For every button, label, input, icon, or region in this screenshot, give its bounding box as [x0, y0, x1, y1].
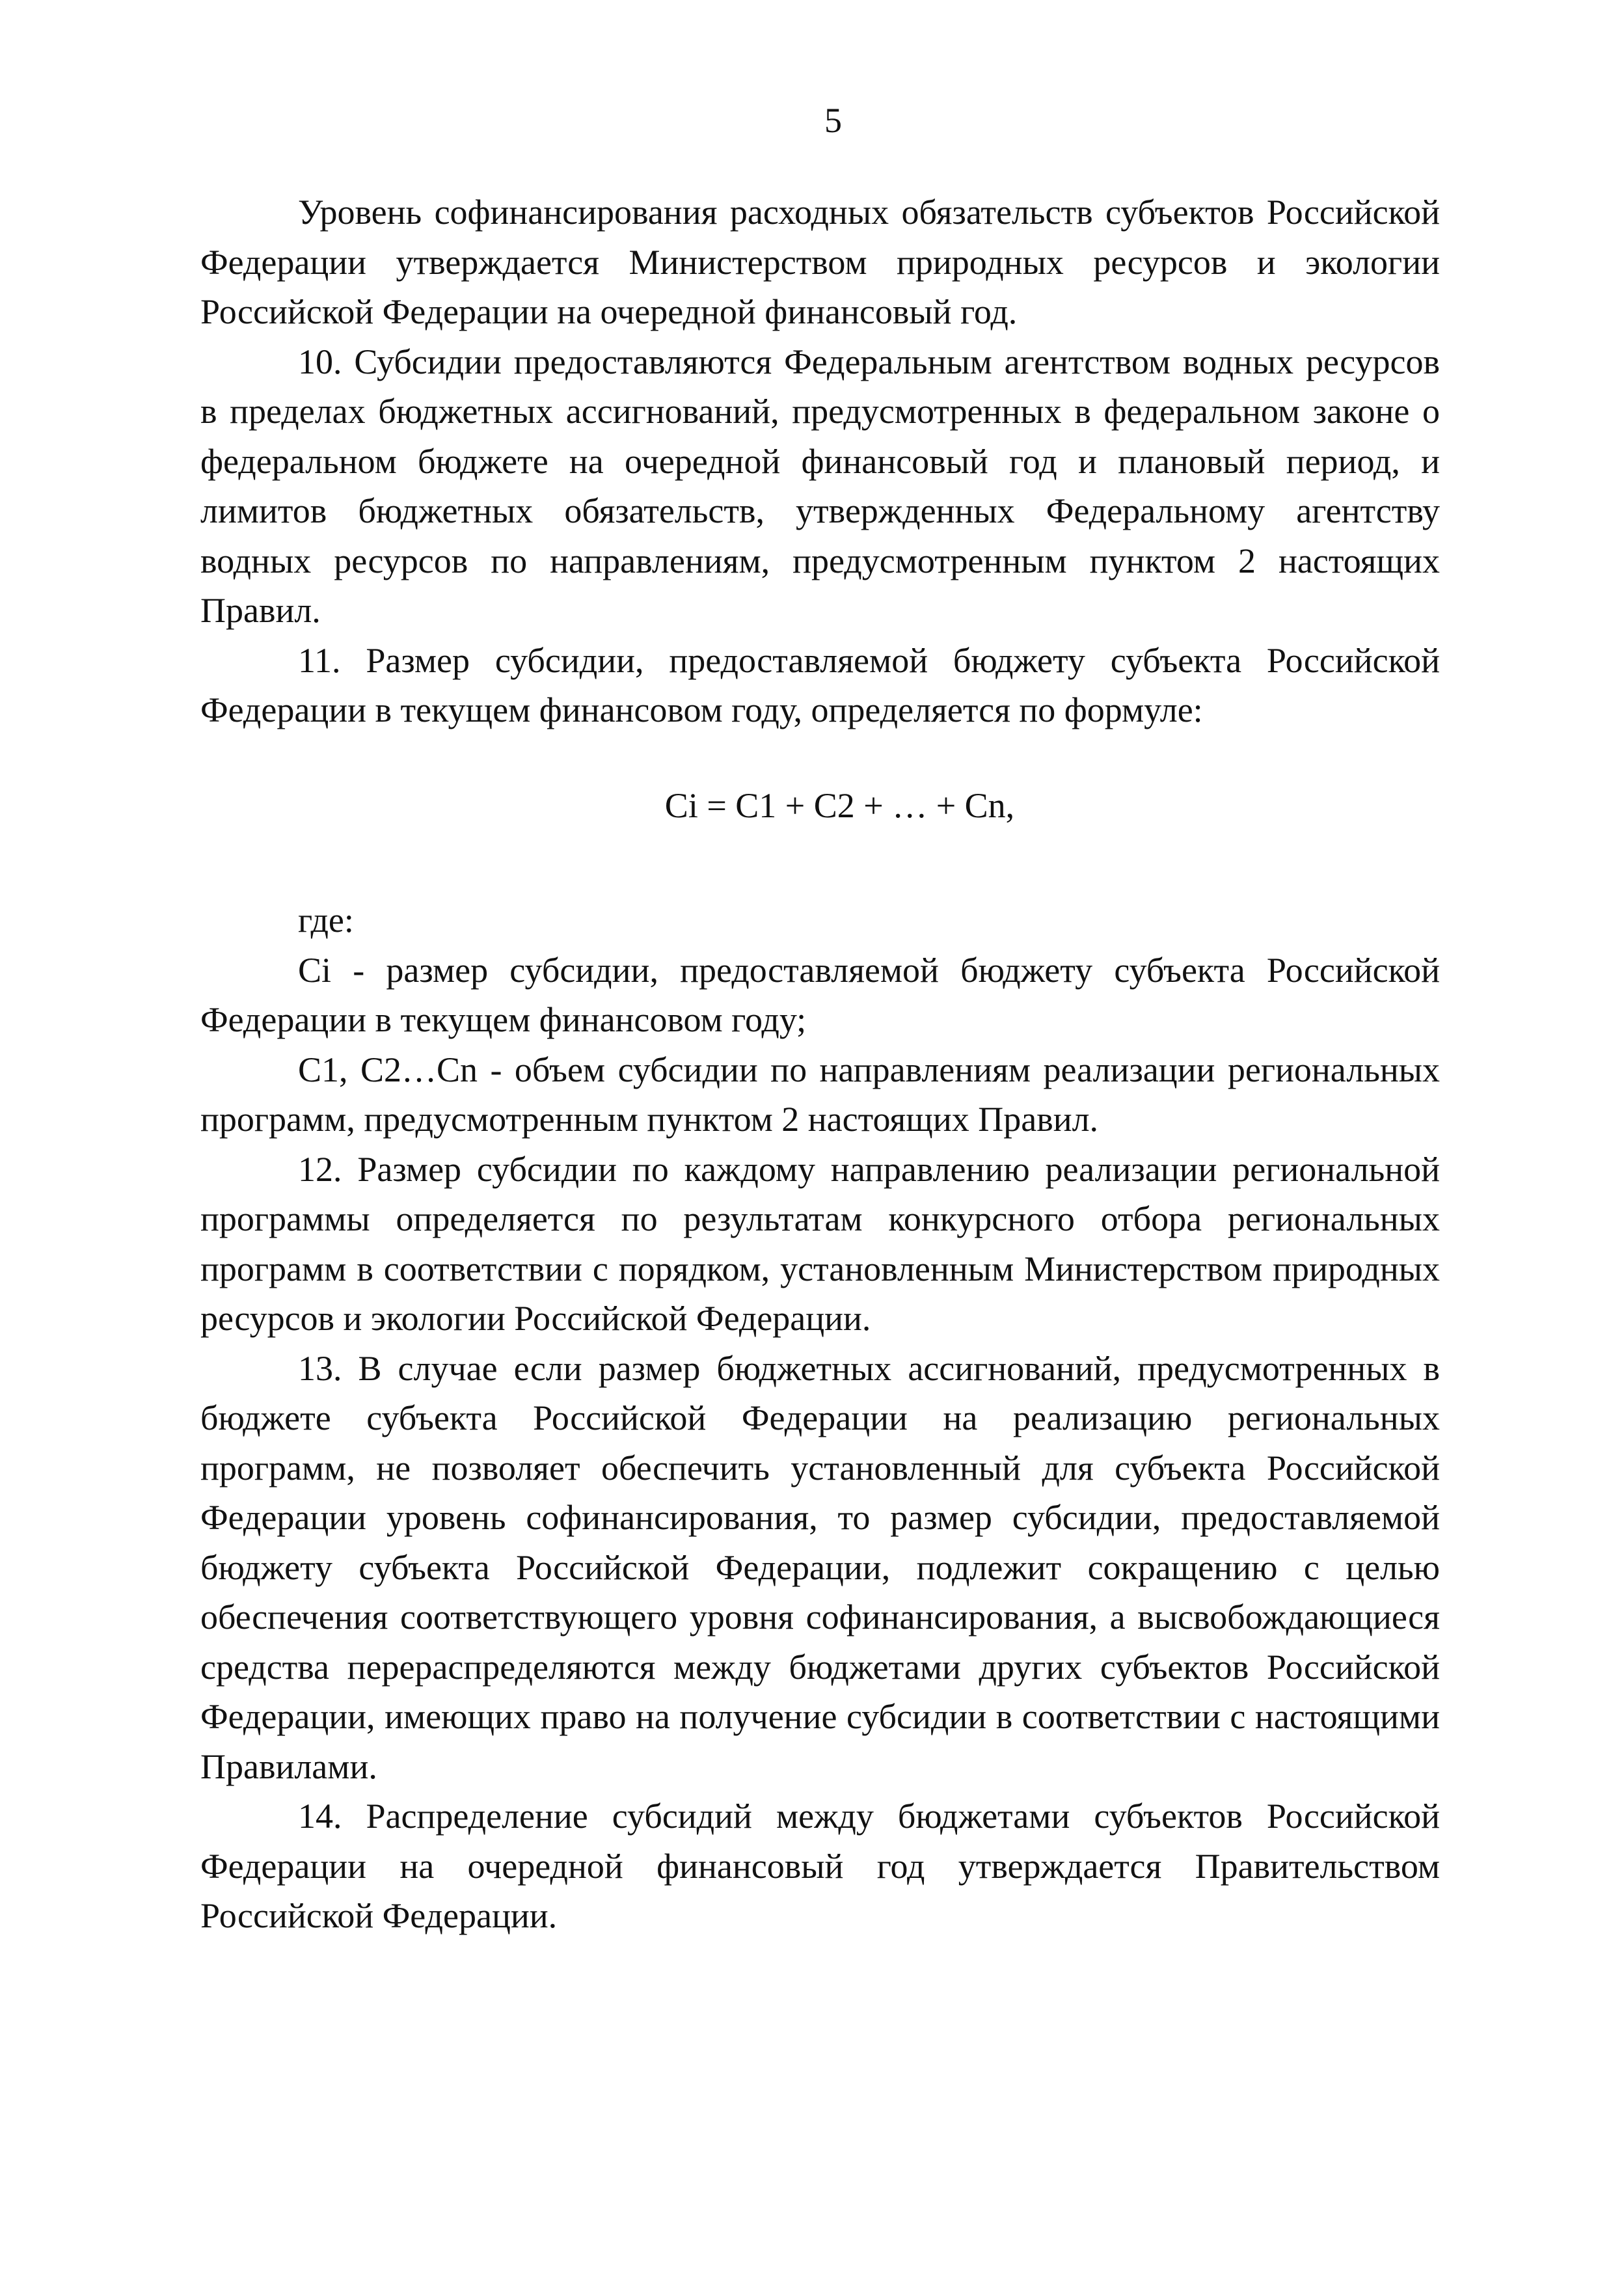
definition-ci: Ci - размер субсидии, предоставляемой бюджету субъекта Российской Федерации в текущем финансовом году;	[200, 950, 1440, 1039]
paragraph-cofinancing-level: Уровень софинансирования расходных обязательств субъектов Российской Федерации утверждается Министерством природных ресурсов и экологии Российской Федерации на очередной финансовый год.	[200, 193, 1440, 331]
paragraph-item-14: 14. Распределение субсидий между бюджетами субъектов Российской Федерации на очередной финансовый год утверждается Правительством Российской Федерации.	[200, 1797, 1440, 1935]
document-page	[200, 98, 1440, 1941]
paragraph-item-10: 10. Субсидии предоставляются Федеральным агентством водных ресурсов в пределах бюджетных ассигнований, предусмотренных в федеральном законе о федеральном бюджете на очередной финансовый год и плановый период, и лимитов бюджетных обязательств, утвержденных Федеральному агентству водных ресурсов по направлениям, предусмотренным пунктом 2 настоящих Правил.	[200, 342, 1440, 630]
subsidy-formula: Ci = C1 + C2 + … + Cn,	[664, 785, 1015, 825]
paragraph-item-13: 13. В случае если размер бюджетных ассигнований, предусмотренных в бюджете субъекта Российской Федерации на реализацию региональных программ, не позволяет обеспечить установленный для субъекта Российской Федерации уровень софинансирования, то размер субсидии, предоставляемой бюджету субъекта Российской Федерации, подлежит сокращению с целью обеспечения соответствующего уровня софинансирования, а высвобождающиеся средства перераспределяются между бюджетами других субъектов Российской Федерации, имеющих право на получение субсидии в соответствии с настоящими Правилами.	[200, 1348, 1440, 1786]
where-label: где:	[298, 901, 354, 940]
paragraph-item-11: 11. Размер субсидии, предоставляемой бюджету субъекта Российской Федерации в текущем финансовом году, определяется по формуле:	[200, 640, 1440, 729]
paragraph-item-12: 12. Размер субсидии по каждому направлению реализации региональной программы определяется по результатам конкурсного отбора региональных программ в соответствии с порядком, установленным Министерством природных ресурсов и экологии Российской Федерации.	[200, 1149, 1440, 1338]
definition-c1-cn: C1, C2…Cn - объем субсидии по направлениям реализации региональных программ, предусмотренным пунктом 2 настоящих Правил.	[200, 1050, 1440, 1139]
page-number: 5	[824, 101, 842, 140]
